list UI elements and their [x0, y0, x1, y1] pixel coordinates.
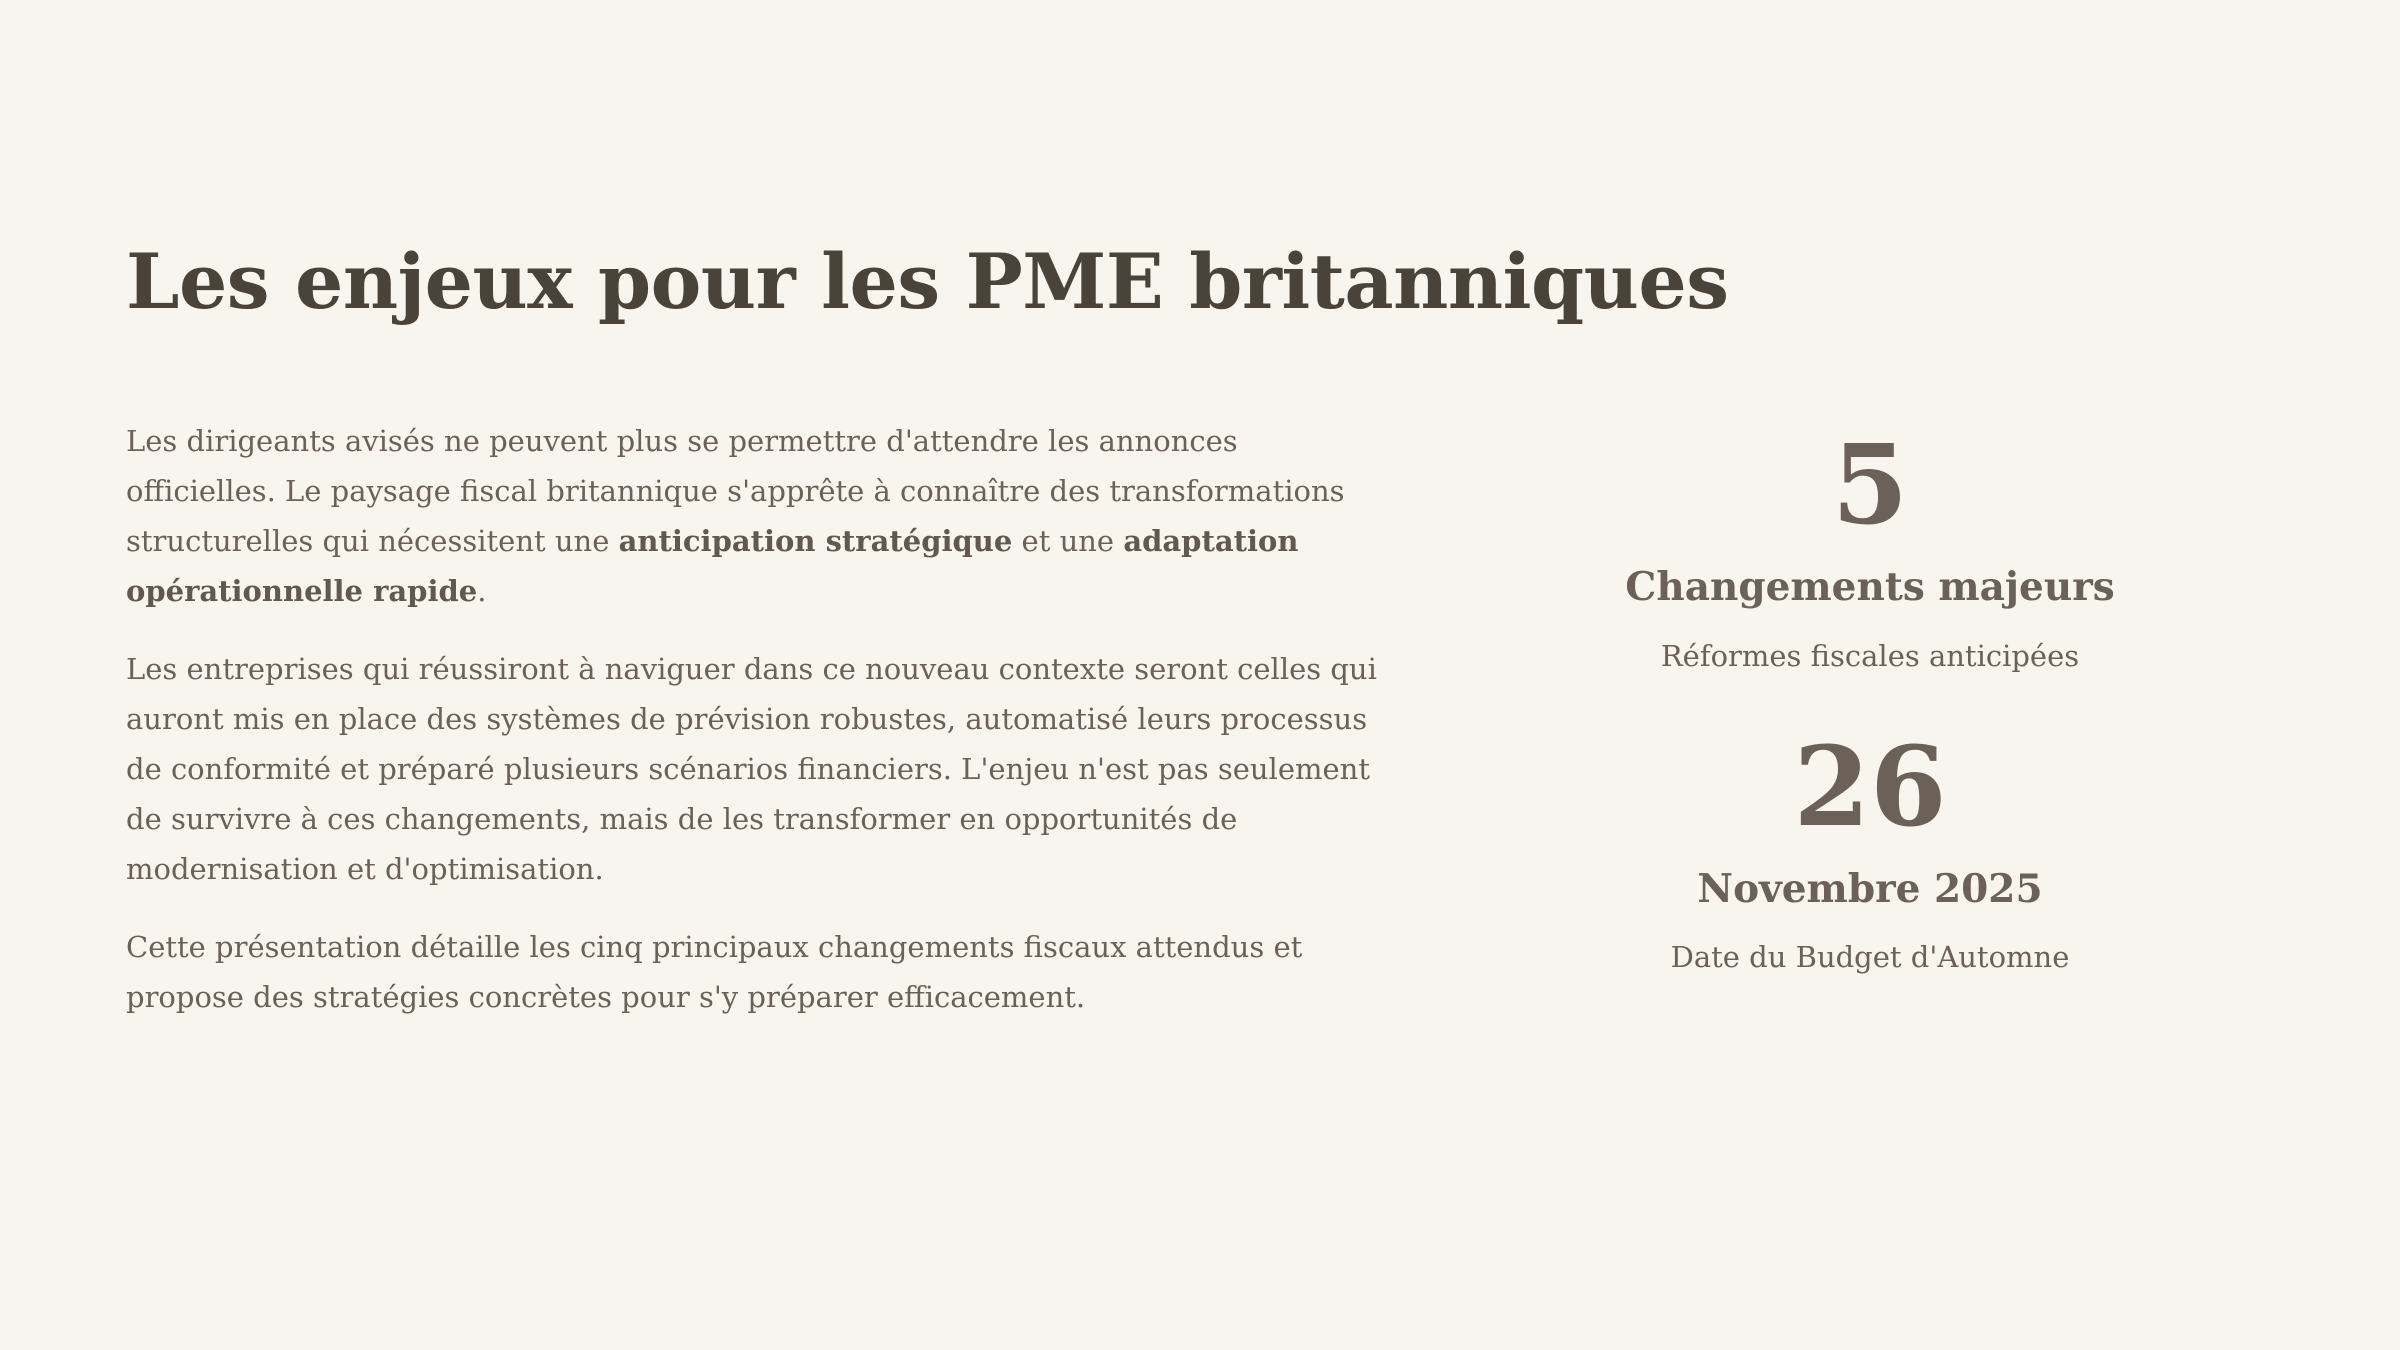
paragraph-1 — [126, 416, 1396, 616]
paragraph-2 — [126, 644, 1396, 894]
stat-label: Novembre 2025 — [1697, 865, 2043, 912]
emphasis-anticipation: anticipation stratégique — [618, 524, 1013, 558]
stat-description: Date du Budget d'Automne — [1670, 940, 2070, 975]
paragraph-1-end: . — [477, 574, 487, 608]
stat-description: Réformes fiscales anticipées — [1660, 638, 2080, 673]
stat-label: Changements majeurs — [1625, 564, 2115, 610]
paragraph-3-text: Cette présentation détaille les cinq principaux changements fiscaux attendus et propose des stratégies concrètes pour s'y préparer efficacement. — [126, 930, 1303, 1014]
emphasis-adaptation: adaptation opérationnelle rapide — [126, 524, 1299, 608]
page-title: Les enjeux pour les PME britanniques — [126, 237, 1729, 326]
paragraph-1-connector: et une — [1012, 524, 1124, 558]
body-text — [126, 416, 1396, 1050]
stat-number: 26 — [1793, 721, 1947, 851]
paragraph-3 — [126, 922, 1396, 1022]
stat-budget-date — [1580, 721, 2160, 976]
paragraph-2-text: Les entreprises qui réussiront à naviguer dans ce nouveau contexte seront celles qui auront mis en place des systèmes de prévision robustes, automatisé leurs processus de conformité et préparé plusieurs scénarios financiers. L'enjeu n'est pas seulement de survivre à ces changements, mais de les transformer en opportunités de modernisation et d'optimisation. — [126, 652, 1377, 886]
stat-changes — [1580, 420, 2160, 674]
stat-number: 5 — [1831, 420, 1909, 549]
stats-panel — [1580, 420, 2160, 1033]
paragraph-1-text: Les dirigeants avisés ne peuvent plus se permettre d'attendre les annonces officielles. Le paysage fiscal britannique s'apprête à connaître des transformations structurelles qui nécessitent une — [126, 424, 1345, 558]
